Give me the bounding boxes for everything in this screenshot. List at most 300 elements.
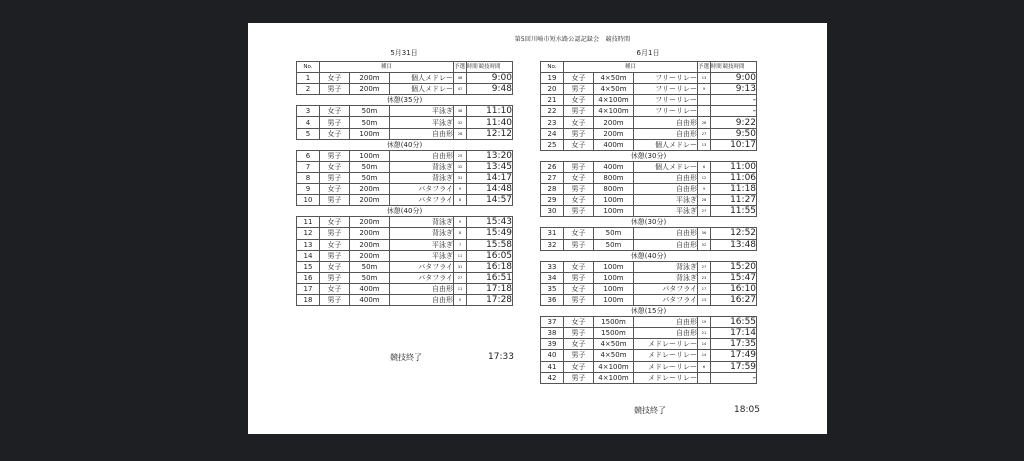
event-number: 12	[297, 228, 320, 239]
break-label: 休憩(30分)	[541, 217, 757, 228]
event-start-time: 11:06	[711, 172, 757, 183]
event-number: 39	[541, 339, 564, 350]
event-heats: 47	[454, 84, 467, 95]
event-sex: 男子	[564, 184, 594, 195]
event-stroke: 平泳ぎ	[634, 206, 698, 217]
event-stroke: 平泳ぎ	[390, 117, 454, 128]
event-number: 24	[541, 128, 564, 139]
event-heats: 56	[698, 228, 711, 239]
table-row	[297, 217, 513, 228]
event-heats: 38	[454, 106, 467, 117]
event-number: 32	[541, 239, 564, 250]
event-stroke: 自由形	[634, 239, 698, 250]
event-number: 34	[541, 272, 564, 283]
day2-end-label: 競技終了	[634, 406, 666, 415]
event-sex: 男子	[320, 228, 350, 239]
document-page	[248, 23, 827, 434]
break-row	[541, 306, 757, 317]
event-heats: 21	[698, 328, 711, 339]
event-stroke: 背泳ぎ	[390, 217, 454, 228]
event-stroke: 平泳ぎ	[634, 195, 698, 206]
day1-end-label: 競技終了	[390, 353, 422, 362]
event-stroke: バタフライ	[634, 294, 698, 305]
event-stroke: 個人メドレー	[390, 73, 454, 84]
table-row	[541, 117, 757, 128]
event-heats: 9	[454, 184, 467, 195]
event-sex: 男子	[564, 128, 594, 139]
table-row	[541, 184, 757, 195]
event-stroke: 個人メドレー	[390, 84, 454, 95]
event-stroke: バタフライ	[390, 184, 454, 195]
event-heats: 26	[698, 117, 711, 128]
event-number: 13	[297, 239, 320, 250]
event-heats: 32	[454, 117, 467, 128]
event-stroke: 個人メドレー	[634, 161, 698, 172]
header-time: 競技時間	[711, 62, 757, 73]
event-stroke: 平泳ぎ	[390, 106, 454, 117]
event-number: 10	[297, 195, 320, 206]
event-heats: 9	[698, 84, 711, 95]
event-heats: 9	[698, 184, 711, 195]
event-stroke: メドレーリレー	[634, 361, 698, 372]
table-row	[541, 228, 757, 239]
break-row	[297, 139, 513, 150]
event-sex: 男子	[320, 117, 350, 128]
event-start-time: 10:17	[711, 139, 757, 150]
event-stroke: 背泳ぎ	[634, 272, 698, 283]
event-start-time: 15:58	[467, 239, 513, 250]
event-distance: 400m	[350, 283, 390, 294]
event-heats	[698, 106, 711, 117]
event-sex: 女子	[320, 283, 350, 294]
event-number: 3	[297, 106, 320, 117]
break-row	[541, 250, 757, 261]
event-distance: 400m	[594, 139, 634, 150]
event-number: 9	[297, 184, 320, 195]
event-stroke: 自由形	[634, 328, 698, 339]
event-start-time: 16:10	[711, 283, 757, 294]
event-distance: 4×100m	[594, 372, 634, 383]
event-sex: 女子	[564, 261, 594, 272]
event-sex: 女子	[320, 184, 350, 195]
document-title: 第5回川崎市短水路公認記録会 競技時間	[514, 36, 631, 43]
event-number: 8	[297, 172, 320, 183]
event-heats: 27	[698, 128, 711, 139]
event-number: 42	[541, 372, 564, 383]
event-start-time: 9:22	[711, 117, 757, 128]
event-stroke: バタフライ	[390, 195, 454, 206]
event-sex: 男子	[320, 84, 350, 95]
table-row	[541, 139, 757, 150]
event-heats: 14	[698, 350, 711, 361]
event-stroke: フリーリレー	[634, 106, 698, 117]
table-row	[541, 361, 757, 372]
event-stroke: メドレーリレー	[634, 339, 698, 350]
event-number: 35	[541, 283, 564, 294]
event-stroke: 自由形	[390, 294, 454, 305]
event-heats: 48	[454, 73, 467, 84]
table-row	[297, 283, 513, 294]
event-number: 6	[297, 150, 320, 161]
event-stroke: バタフライ	[390, 272, 454, 283]
event-distance: 4×100m	[594, 106, 634, 117]
event-heats: 6	[698, 361, 711, 372]
event-distance: 50m	[350, 261, 390, 272]
event-heats: 25	[454, 150, 467, 161]
table-row	[541, 206, 757, 217]
table-header-row	[297, 62, 513, 73]
event-start-time: 9:00	[711, 73, 757, 84]
event-distance: 800m	[594, 184, 634, 195]
event-distance: 100m	[594, 294, 634, 305]
event-sex: 女子	[564, 317, 594, 328]
event-distance: 200m	[594, 117, 634, 128]
event-number: 41	[541, 361, 564, 372]
event-distance: 200m	[594, 128, 634, 139]
break-label: 休憩(35分)	[297, 95, 513, 106]
table-row	[297, 261, 513, 272]
event-distance: 400m	[594, 161, 634, 172]
event-heats: 7	[454, 239, 467, 250]
event-number: 20	[541, 84, 564, 95]
event-number: 40	[541, 350, 564, 361]
event-distance: 4×50m	[594, 350, 634, 361]
event-stroke: 自由形	[390, 283, 454, 294]
day2-date: 6月1日	[636, 49, 660, 57]
table-row	[541, 294, 757, 305]
event-start-time: 11:27	[711, 195, 757, 206]
event-number: 15	[297, 261, 320, 272]
event-number: 30	[541, 206, 564, 217]
event-stroke: 自由形	[634, 184, 698, 195]
event-distance: 4×100m	[594, 361, 634, 372]
event-distance: 100m	[594, 272, 634, 283]
table-row	[541, 95, 757, 106]
event-number: 16	[297, 272, 320, 283]
event-distance: 100m	[594, 206, 634, 217]
event-stroke: 自由形	[634, 128, 698, 139]
event-stroke: バタフライ	[634, 283, 698, 294]
header-no: No.	[297, 62, 320, 73]
event-number: 37	[541, 317, 564, 328]
header-heat: 予選 時間	[698, 62, 711, 73]
event-number: 17	[297, 283, 320, 294]
table-row	[541, 195, 757, 206]
table-row	[541, 272, 757, 283]
event-sex: 男子	[564, 206, 594, 217]
event-start-time: 15:20	[711, 261, 757, 272]
event-distance: 800m	[594, 172, 634, 183]
table-row	[297, 250, 513, 261]
event-distance: 4×50m	[594, 84, 634, 95]
table-row	[297, 195, 513, 206]
event-start-time: 13:48	[711, 239, 757, 250]
event-distance: 200m	[350, 217, 390, 228]
event-start-time: 11:40	[467, 117, 513, 128]
event-heats: 13	[698, 139, 711, 150]
event-sex: 女子	[564, 339, 594, 350]
event-sex: 女子	[320, 217, 350, 228]
table-row	[541, 328, 757, 339]
table-row	[297, 228, 513, 239]
event-heats: 52	[698, 239, 711, 250]
event-start-time: 17:49	[711, 350, 757, 361]
break-row	[541, 150, 757, 161]
break-label: 休憩(15分)	[541, 306, 757, 317]
table-row	[541, 128, 757, 139]
event-number: 2	[297, 84, 320, 95]
table-row	[541, 161, 757, 172]
event-distance: 200m	[350, 84, 390, 95]
event-stroke: 自由形	[634, 172, 698, 183]
day1-end-time: 17:33	[488, 352, 514, 362]
event-start-time: 17:14	[711, 328, 757, 339]
event-number: 31	[541, 228, 564, 239]
event-distance: 100m	[350, 128, 390, 139]
event-number: 28	[541, 184, 564, 195]
event-heats	[698, 95, 711, 106]
event-start-time: 14:57	[467, 195, 513, 206]
table-row	[541, 372, 757, 383]
event-distance: 4×100m	[594, 95, 634, 106]
event-start-time: 17:18	[467, 283, 513, 294]
event-distance: 100m	[594, 195, 634, 206]
event-start-time: 9:13	[711, 84, 757, 95]
event-sex: 女子	[564, 172, 594, 183]
table-row	[541, 339, 757, 350]
event-sex: 男子	[564, 239, 594, 250]
event-distance: 100m	[594, 261, 634, 272]
event-sex: 男子	[564, 372, 594, 383]
table-row	[297, 128, 513, 139]
event-number: 38	[541, 328, 564, 339]
event-sex: 女子	[564, 361, 594, 372]
event-sex: 男子	[320, 272, 350, 283]
table-row	[297, 117, 513, 128]
event-distance: 4×50m	[594, 339, 634, 350]
event-stroke: 個人メドレー	[634, 139, 698, 150]
event-stroke: 平泳ぎ	[390, 250, 454, 261]
event-sex: 女子	[320, 261, 350, 272]
event-stroke: 背泳ぎ	[390, 161, 454, 172]
event-sex: 女子	[564, 95, 594, 106]
table-row	[297, 184, 513, 195]
day1-schedule-table	[296, 61, 513, 306]
event-distance: 50m	[350, 172, 390, 183]
event-sex: 男子	[320, 172, 350, 183]
event-sex: 女子	[320, 106, 350, 117]
event-stroke: 背泳ぎ	[390, 228, 454, 239]
event-distance: 400m	[350, 294, 390, 305]
event-distance: 200m	[350, 239, 390, 250]
event-heats: 8	[454, 228, 467, 239]
event-start-time: 17:28	[467, 294, 513, 305]
header-time: 競技時間	[467, 62, 513, 73]
event-distance: 50m	[350, 117, 390, 128]
event-distance: 1500m	[594, 317, 634, 328]
table-row	[297, 150, 513, 161]
event-stroke: 自由形	[634, 317, 698, 328]
table-row	[541, 106, 757, 117]
event-stroke: フリーリレー	[634, 95, 698, 106]
event-start-time: 16:51	[467, 272, 513, 283]
event-start-time: 11:18	[711, 184, 757, 195]
table-row	[541, 84, 757, 95]
event-start-time: 16:27	[711, 294, 757, 305]
event-sex: 女子	[564, 139, 594, 150]
table-row	[297, 294, 513, 305]
table-row	[541, 172, 757, 183]
event-heats: 8	[454, 195, 467, 206]
event-heats: 17	[698, 283, 711, 294]
break-row	[297, 95, 513, 106]
event-start-time: 15:43	[467, 217, 513, 228]
event-sex: 男子	[564, 328, 594, 339]
event-sex: 男子	[564, 272, 594, 283]
day1-date: 5月31日	[390, 49, 418, 57]
event-sex: 男子	[320, 294, 350, 305]
event-sex: 男子	[564, 294, 594, 305]
event-start-time: 11:10	[467, 106, 513, 117]
event-start-time: 15:47	[711, 272, 757, 283]
event-start-time: 13:20	[467, 150, 513, 161]
event-distance: 200m	[350, 228, 390, 239]
table-row	[297, 106, 513, 117]
event-distance: 50m	[594, 239, 634, 250]
event-sex: 男子	[564, 106, 594, 117]
event-sex: 男子	[564, 161, 594, 172]
event-start-time: 14:17	[467, 172, 513, 183]
event-sex: 女子	[564, 117, 594, 128]
event-heats: 13	[698, 294, 711, 305]
header-heat: 予選 時間	[454, 62, 467, 73]
event-heats	[698, 372, 711, 383]
event-stroke: 自由形	[634, 117, 698, 128]
event-sex: 男子	[564, 84, 594, 95]
event-distance: 200m	[350, 73, 390, 84]
event-sex: 女子	[320, 73, 350, 84]
event-stroke: フリーリレー	[634, 84, 698, 95]
table-row	[297, 84, 513, 95]
event-sex: 女子	[320, 128, 350, 139]
table-row	[297, 239, 513, 250]
event-sex: 女子	[564, 228, 594, 239]
event-stroke: 背泳ぎ	[634, 261, 698, 272]
event-stroke: メドレーリレー	[634, 350, 698, 361]
event-heats: 11	[454, 250, 467, 261]
event-start-time: 12:52	[711, 228, 757, 239]
event-number: 27	[541, 172, 564, 183]
event-heats: 12	[698, 172, 711, 183]
event-distance: 100m	[594, 283, 634, 294]
event-sex: 女子	[320, 161, 350, 172]
event-start-time: 9:00	[467, 73, 513, 84]
event-start-time: 16:55	[711, 317, 757, 328]
event-start-time: 12:12	[467, 128, 513, 139]
table-row	[541, 350, 757, 361]
event-sex: 女子	[564, 283, 594, 294]
table-row	[541, 317, 757, 328]
event-start-time: 9:50	[711, 128, 757, 139]
table-row	[541, 73, 757, 84]
event-number: 26	[541, 161, 564, 172]
event-distance: 50m	[594, 228, 634, 239]
event-start-time: -	[711, 372, 757, 383]
event-sex: 男子	[564, 350, 594, 361]
break-row	[297, 206, 513, 217]
event-stroke: 背泳ぎ	[390, 172, 454, 183]
event-heats: 28	[454, 128, 467, 139]
break-label: 休憩(40分)	[541, 250, 757, 261]
event-stroke: 自由形	[390, 150, 454, 161]
event-stroke: バタフライ	[390, 261, 454, 272]
event-start-time: 16:18	[467, 261, 513, 272]
event-distance: 200m	[350, 184, 390, 195]
event-start-time: 17:59	[711, 361, 757, 372]
event-sex: 男子	[320, 250, 350, 261]
event-distance: 50m	[350, 161, 390, 172]
event-start-time: 15:49	[467, 228, 513, 239]
event-heats: 32	[454, 161, 467, 172]
event-number: 11	[297, 217, 320, 228]
event-distance: 200m	[350, 250, 390, 261]
event-distance: 50m	[350, 272, 390, 283]
header-event: 種目	[320, 62, 454, 73]
header-event: 種目	[564, 62, 698, 73]
event-start-time: 13:45	[467, 161, 513, 172]
day2-schedule-table	[540, 61, 757, 384]
event-sex: 女子	[564, 73, 594, 84]
table-row	[541, 239, 757, 250]
event-heats: 14	[698, 339, 711, 350]
event-distance: 200m	[350, 195, 390, 206]
event-number: 23	[541, 117, 564, 128]
table-header-row	[541, 62, 757, 73]
event-distance: 50m	[350, 106, 390, 117]
event-start-time: -	[711, 95, 757, 106]
event-stroke: 自由形	[634, 228, 698, 239]
event-heats: 19	[698, 317, 711, 328]
event-number: 22	[541, 106, 564, 117]
event-heats: 31	[454, 261, 467, 272]
header-no: No.	[541, 62, 564, 73]
table-row	[297, 172, 513, 183]
event-sex: 女子	[564, 195, 594, 206]
table-row	[297, 161, 513, 172]
event-start-time: 11:55	[711, 206, 757, 217]
event-heats: 27	[698, 206, 711, 217]
event-number: 29	[541, 195, 564, 206]
table-row	[541, 283, 757, 294]
event-sex: 男子	[320, 195, 350, 206]
event-distance: 1500m	[594, 328, 634, 339]
event-stroke: 平泳ぎ	[390, 239, 454, 250]
event-heats: 9	[454, 217, 467, 228]
event-heats: 31	[454, 172, 467, 183]
event-heats: 28	[698, 195, 711, 206]
event-number: 25	[541, 139, 564, 150]
event-heats: 27	[698, 261, 711, 272]
event-number: 36	[541, 294, 564, 305]
event-number: 18	[297, 294, 320, 305]
event-sex: 男子	[320, 150, 350, 161]
event-start-time: 14:48	[467, 184, 513, 195]
event-number: 14	[297, 250, 320, 261]
event-heats: 13	[698, 73, 711, 84]
break-label: 休憩(40分)	[297, 139, 513, 150]
event-start-time: 9:48	[467, 84, 513, 95]
event-number: 7	[297, 161, 320, 172]
